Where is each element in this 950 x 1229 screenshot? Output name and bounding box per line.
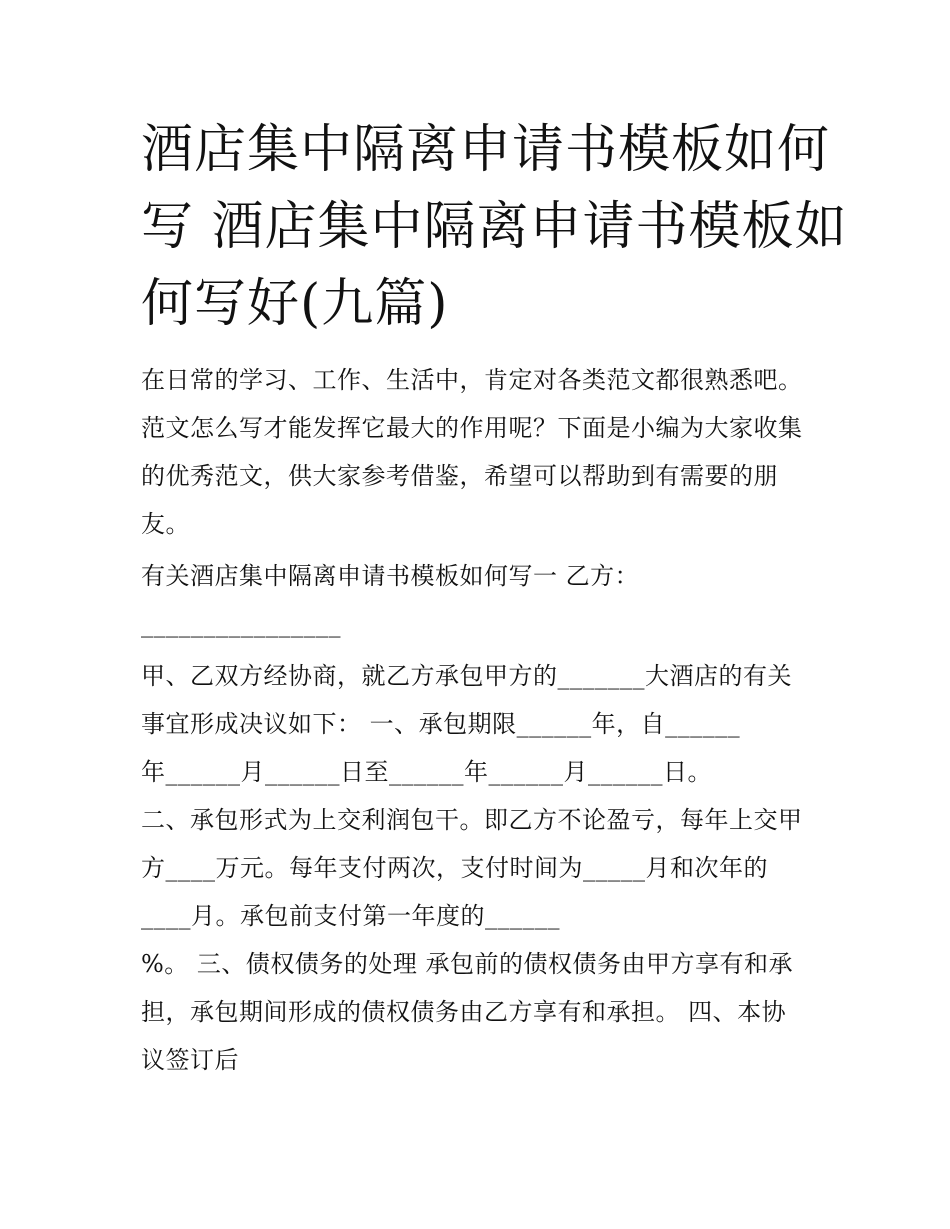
- agreement-line-9: 议签订后: [141, 1046, 239, 1074]
- party-blank-line: ________________: [141, 610, 341, 638]
- document-title: [141, 112, 848, 343]
- title-line-3: 何写好(九篇): [141, 274, 449, 334]
- agreement-line-4: 二、承包形式为上交利润包干。即乙方不论盈亏，每年上交甲: [141, 806, 803, 834]
- agreement-line-2: 事宜形成决议如下： 一、承包期限______年，自______: [141, 710, 741, 738]
- section-heading-paragraph: [141, 552, 821, 648]
- agreement-line-6: ____月。承包前支付第一年度的______: [141, 902, 560, 930]
- agreement-line-1: 甲、乙双方经协商，就乙方承包甲方的_______大酒店的有关: [141, 662, 792, 690]
- agreement-line-5: 方____万元。每年支付两次，支付时间为_____月和次年的: [141, 854, 768, 882]
- intro-paragraph: [141, 356, 821, 548]
- agreement-line-8: 担，承包期间形成的债权债务由乙方享有和承担。 四、本协: [141, 998, 787, 1026]
- agreement-line-3: 年______月______日至______年______月______日。: [141, 758, 712, 786]
- intro-line-4: 友。: [141, 510, 190, 538]
- title-line-1: 酒店集中隔离申请书模板如何: [141, 120, 831, 180]
- document-body: [141, 356, 821, 1084]
- agreement-line-7: %。 三、债权债务的处理 承包前的债权债务由甲方享有和承: [141, 950, 794, 978]
- title-line-2: 写 酒店集中隔离申请书模板如: [141, 197, 848, 257]
- section-heading: 有关酒店集中隔离申请书模板如何写一 乙方：: [141, 562, 640, 590]
- intro-line-2: 范文怎么写才能发挥它最大的作用呢？下面是小编为大家收集: [141, 414, 803, 442]
- intro-line-3: 的优秀范文，供大家参考借鉴，希望可以帮助到有需要的朋: [141, 462, 778, 490]
- intro-line-1: 在日常的学习、工作、生活中，肯定对各类范文都很熟悉吧。: [141, 366, 803, 394]
- agreement-paragraph: [141, 652, 821, 1084]
